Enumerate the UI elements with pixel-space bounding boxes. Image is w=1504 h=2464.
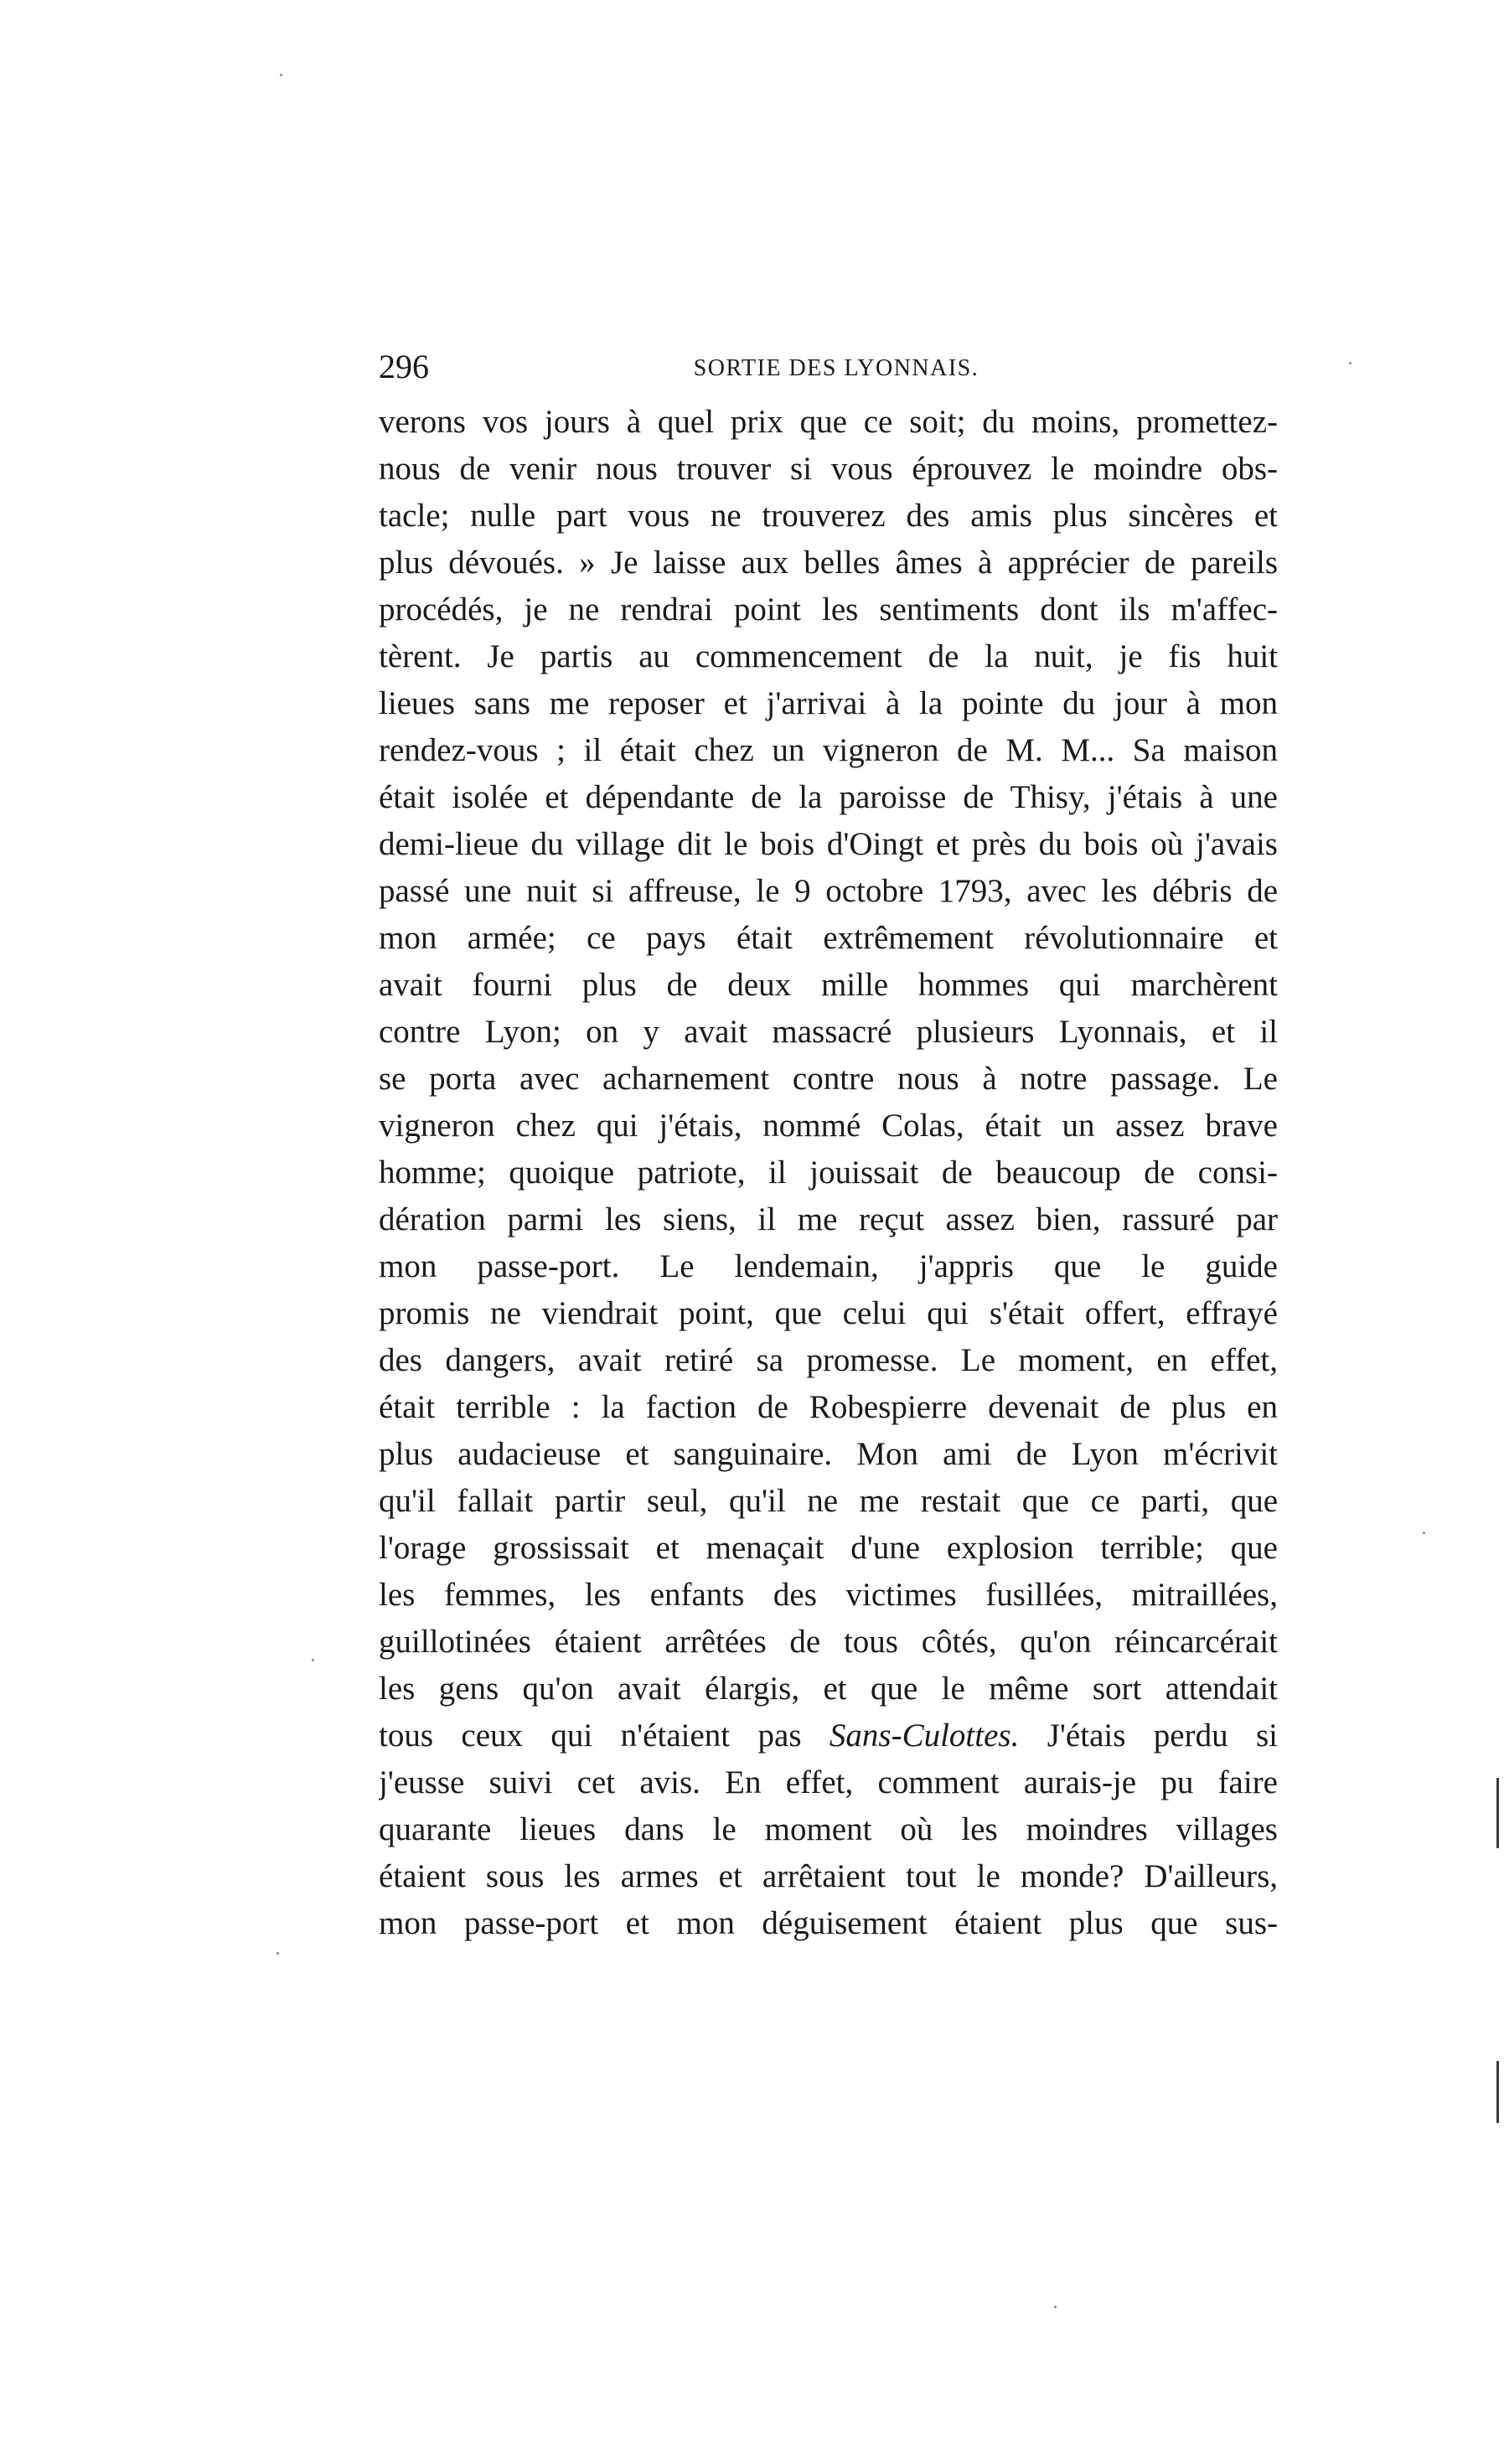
text-line: j'eusse suivi cet avis. En effet, comment aurais-je pu faire [379, 1764, 1278, 1800]
scan-edge-mark [1496, 2061, 1499, 2123]
text-line: vigneron chez qui j'étais, nommé Colas, était un assez brave [379, 1108, 1278, 1144]
text-segment: tous ceux qui n'étaient pas [379, 1718, 830, 1754]
text-line: qu'il fallait partir seul, qu'il ne me restait que ce parti, que [379, 1483, 1278, 1519]
text-line: se porta avec acharnement contre nous à notre passage. Le [379, 1061, 1278, 1097]
running-title: SORTIE DES LYONNAIS. [693, 355, 979, 381]
text-line: contre Lyon; on y avait massacré plusieurs Lyonnais, et il [379, 1014, 1278, 1050]
text-line: des dangers, avait retiré sa promesse. Le moment, en effet, [379, 1342, 1278, 1378]
page-number: 296 [379, 348, 429, 385]
text-line: tacle; nulle part vous ne trouverez des amis plus sincères et [379, 498, 1278, 534]
text-line: guillotinées étaient arrêtées de tous côtés, qu'on réincarcérait [379, 1624, 1278, 1660]
text-line: quarante lieues dans le moment où les moindres villages [379, 1811, 1278, 1847]
text-segment: J'étais perdu si [1019, 1718, 1278, 1754]
text-line: tèrent. Je partis au commencement de la nuit, je fis huit [379, 638, 1278, 674]
text-line: avait fourni plus de deux mille hommes qui marchèrent [379, 967, 1278, 1003]
scan-speck [280, 74, 282, 76]
text-line: homme; quoique patriote, il jouissait de beaucoup de consi- [379, 1155, 1278, 1191]
running-head [379, 347, 1294, 387]
text-line: l'orage grossissait et menaçait d'une explosion terrible; que [379, 1530, 1278, 1566]
text-line: lieues sans me reposer et j'arrivai à la pointe du jour à mon [379, 685, 1278, 721]
text-line: demi-lieue du village dit le bois d'Oingt et près du bois où j'avais [379, 826, 1278, 862]
text-line: nous de venir nous trouver si vous éprouvez le moindre obs- [379, 451, 1278, 487]
text-line: mon passe-port. Le lendemain, j'appris que le guide [379, 1248, 1278, 1284]
text-line-mixed [379, 1712, 1278, 1759]
italic-term: Sans-Culottes. [829, 1718, 1020, 1754]
text-line: procédés, je ne rendrai point les sentiments dont ils m'affec- [379, 591, 1278, 628]
text-line: était terrible : la faction de Robespierre devenait de plus en [379, 1389, 1278, 1425]
text-line: plus audacieuse et sanguinaire. Mon ami de Lyon m'écrivit [379, 1436, 1278, 1472]
body-text [379, 399, 1278, 1947]
scan-speck [312, 1659, 314, 1661]
text-line: les femmes, les enfants des victimes fusillées, mitraillées, [379, 1577, 1278, 1613]
text-line: rendez-vous ; il était chez un vigneron de M. M... Sa maison [379, 732, 1278, 768]
text-line: dération parmi les siens, il me reçut assez bien, rassuré par [379, 1201, 1278, 1237]
scan-speck [1423, 1532, 1425, 1534]
text-line: mon armée; ce pays était extrêmement révolutionnaire et [379, 920, 1278, 956]
text-line: plus dévoués. » Je laisse aux belles âmes à apprécier de pareils [379, 545, 1278, 581]
scan-edge-mark [1496, 1778, 1499, 1848]
text-line: les gens qu'on avait élargis, et que le même sort attendait [379, 1671, 1278, 1707]
text-line: étaient sous les armes et arrêtaient tout le monde? D'ailleurs, [379, 1858, 1278, 1894]
text-line: était isolée et dépendante de la paroisse de Thisy, j'étais à une [379, 779, 1278, 815]
text-line: mon passe-port et mon déguisement étaient plus que sus- [379, 1905, 1278, 1941]
text-line: verons vos jours à quel prix que ce soit; du moins, promettez- [379, 404, 1278, 440]
scan-speck [1349, 362, 1352, 364]
scan-speck [277, 1952, 279, 1955]
text-line: passé une nuit si affreuse, le 9 octobre 1793, avec les débris de [379, 873, 1278, 909]
scan-speck [1054, 2306, 1057, 2308]
text-line: promis ne viendrait point, que celui qui s'était offert, effrayé [379, 1295, 1278, 1331]
